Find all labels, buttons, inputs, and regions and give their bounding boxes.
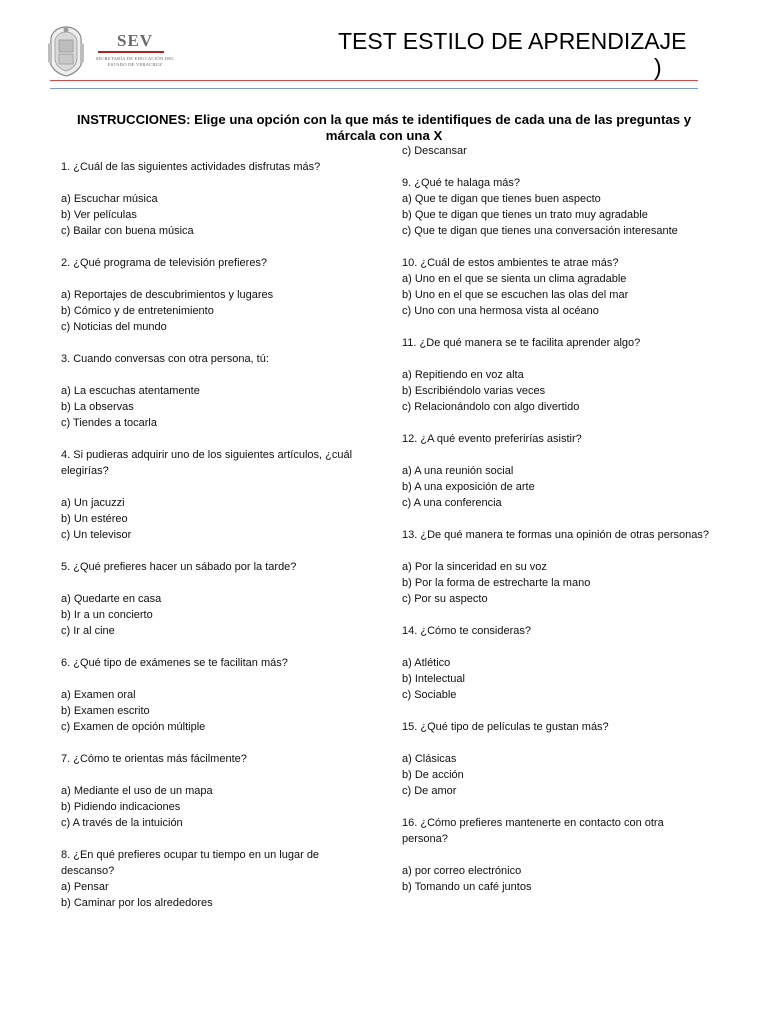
question-text: 5. ¿Qué prefieres hacer un sábado por la tarde? <box>61 561 297 573</box>
option-b: b) La observas <box>61 401 134 413</box>
option-a: a) por correo electrónico <box>402 865 522 877</box>
option-c: c) Un televisor <box>61 529 132 541</box>
option-b: b) Ver películas <box>61 209 137 221</box>
question-8 <box>61 847 371 911</box>
option-a: a) Examen oral <box>61 689 136 701</box>
option-a: a) Escuchar música <box>61 193 158 205</box>
option-b: b) Un estéreo <box>61 513 128 525</box>
question-text: 2. ¿Qué programa de televisión prefieres? <box>61 257 268 269</box>
page-title: TEST ESTILO DE APRENDIZAJE <box>338 28 687 54</box>
option-a: a) Quedarte en casa <box>61 593 162 605</box>
question-text: 4. Si pudieras adquirir uno de los siguientes artículos, ¿cuál elegirías? <box>61 449 353 477</box>
option-b: b) Tomando un café juntos <box>402 881 532 893</box>
header-divider-red <box>50 80 698 81</box>
option-c: c) Examen de opción múltiple <box>61 721 206 733</box>
question-6 <box>61 655 371 735</box>
question-text: 9. ¿Qué te halaga más? <box>402 177 521 189</box>
instructions: INSTRUCCIONES: Elige una opción con la que más te identifiques de cada una de las preguntas y márcala con una X <box>76 112 692 143</box>
option-b: b) Escribiéndolo varias veces <box>402 385 546 397</box>
option-c: c) Tiendes a tocarla <box>61 417 157 429</box>
question-13 <box>402 527 712 607</box>
question-text: 16. ¿Cómo prefieres mantenerte en contacto con otra persona? <box>402 817 664 845</box>
option-b: b) Que te digan que tienes un trato muy agradable <box>402 209 648 221</box>
question-16 <box>402 815 712 895</box>
option-a: a) Atlético <box>402 657 451 669</box>
question-text: 6. ¿Qué tipo de exámenes se te facilitan más? <box>61 657 288 669</box>
question-4 <box>61 447 371 543</box>
question-text: 11. ¿De qué manera se te facilita aprender algo? <box>402 337 641 349</box>
option-b: b) Ir a un concierto <box>61 609 153 621</box>
question-7 <box>61 751 371 831</box>
sev-logo-subtitle: SECRETARÍA DE EDUCACIÓN DEL ESTADO DE VERACRUZ <box>95 56 175 67</box>
question-9 <box>402 175 712 239</box>
option-c: c) Que te digan que tienes una conversación interesante <box>402 225 678 237</box>
option-b: b) Caminar por los alrededores <box>61 897 213 909</box>
option-a: a) Uno en el que se sienta un clima agradable <box>402 273 627 285</box>
option-a: a) Clásicas <box>402 753 457 765</box>
option-b: b) Cómico y de entretenimiento <box>61 305 214 317</box>
header-divider-blue <box>50 88 698 89</box>
question-10 <box>402 255 712 319</box>
option-b: b) A una exposición de arte <box>402 481 535 493</box>
option-a: a) Mediante el uso de un mapa <box>61 785 213 797</box>
option-a: a) Pensar <box>61 881 109 893</box>
option-c: c) Uno con una hermosa vista al océano <box>402 305 599 317</box>
question-3 <box>61 351 371 431</box>
question-text: 12. ¿A qué evento preferirías asistir? <box>402 433 582 445</box>
option-b: b) Intelectual <box>402 673 465 685</box>
sev-logo-word: SEV <box>117 31 154 50</box>
option-c: c) Descansar <box>402 145 467 157</box>
option-a: a) Que te digan que tienes buen aspecto <box>402 193 601 205</box>
option-a: a) La escuchas atentamente <box>61 385 200 397</box>
option-c: c) De amor <box>402 785 457 797</box>
option-b: b) De acción <box>402 769 464 781</box>
sev-logo-divider <box>98 51 164 53</box>
question-text: 13. ¿De qué manera te formas una opinión de otras personas? <box>402 529 709 541</box>
question-12 <box>402 431 712 511</box>
option-b: b) Examen escrito <box>61 705 150 717</box>
option-c: c) Relacionándolo con algo divertido <box>402 401 580 413</box>
option-c: c) Sociable <box>402 689 457 701</box>
question-text: 14. ¿Cómo te consideras? <box>402 625 532 637</box>
option-a: a) A una reunión social <box>402 465 514 477</box>
question-11 <box>402 335 712 415</box>
question-2 <box>61 255 371 335</box>
option-b: b) Por la forma de estrecharte la mano <box>402 577 591 589</box>
option-b: b) Pidiendo indicaciones <box>61 801 181 813</box>
veracruz-shield-icon <box>44 24 88 78</box>
option-c: c) A través de la intuición <box>61 817 183 829</box>
option-c: c) Ir al cine <box>61 625 115 637</box>
questions-left-column <box>61 159 371 911</box>
question-text: 7. ¿Cómo te orientas más fácilmente? <box>61 753 247 765</box>
option-c: c) A una conferencia <box>402 497 502 509</box>
question-1 <box>61 159 371 239</box>
option-c: c) Noticias del mundo <box>61 321 167 333</box>
question-text: 1. ¿Cuál de las siguientes actividades disfrutas más? <box>61 161 321 173</box>
option-c: c) Bailar con buena música <box>61 225 194 237</box>
question-text: 15. ¿Qué tipo de películas te gustan más? <box>402 721 609 733</box>
question-text: 8. ¿En qué prefieres ocupar tu tiempo en un lugar de descanso? <box>61 849 320 877</box>
option-a: a) Repitiendo en voz alta <box>402 369 524 381</box>
question-text: 10. ¿Cuál de estos ambientes te atrae más? <box>402 257 619 269</box>
page-title-paren: ) <box>654 54 662 80</box>
question-text: 3. Cuando conversas con otra persona, tú: <box>61 353 269 365</box>
question-14 <box>402 623 712 703</box>
questions-right-column <box>402 143 712 895</box>
option-c: c) Por su aspecto <box>402 593 488 605</box>
option-a: a) Un jacuzzi <box>61 497 125 509</box>
question-15 <box>402 719 712 799</box>
question-5 <box>61 559 371 639</box>
option-b: b) Uno en el que se escuchen las olas del mar <box>402 289 629 301</box>
option-a: a) Reportajes de descubrimientos y lugares <box>61 289 274 301</box>
option-a: a) Por la sinceridad en su voz <box>402 561 547 573</box>
